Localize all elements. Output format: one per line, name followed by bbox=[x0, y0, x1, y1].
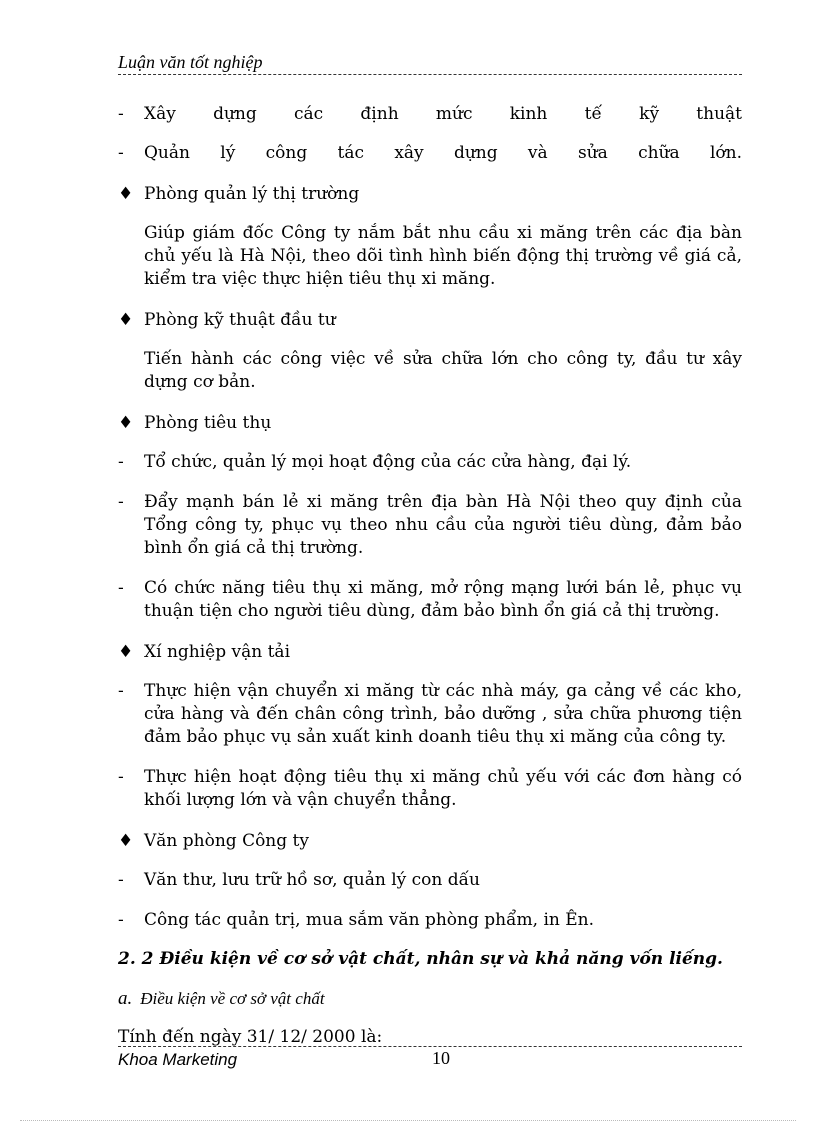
section-title: Phòng tiêu thụ bbox=[144, 413, 272, 433]
diamond-bullet-icon: ♦ bbox=[118, 310, 134, 330]
dash-marker: - bbox=[118, 104, 124, 124]
section-heading bbox=[118, 412, 742, 435]
dash-marker: - bbox=[118, 910, 124, 930]
list-item-text: Tổ chức, quản lý mọi hoạt động của các cửa hàng, đại lý. bbox=[144, 452, 632, 472]
dash-marker: - bbox=[118, 870, 124, 890]
dash-marker: - bbox=[118, 452, 124, 472]
list-item-text: Xây dựng các định mức kinh tế kỹ thuật bbox=[144, 104, 742, 124]
section-heading bbox=[118, 830, 742, 853]
section-heading bbox=[118, 309, 742, 332]
list-item-text: Thực hiện vận chuyển xi măng từ các nhà máy, ga cảng về các kho, cửa hàng và đến chân công trình, bảo dưỡng , sửa chữa phương tiện đảm bảo phục vụ sản xuất kinh doanh tiêu thụ xi măng của công ty. bbox=[144, 681, 742, 747]
list-item bbox=[118, 766, 742, 812]
list-item-text: Quản lý công tác xây dựng và sửa chữa lớn. bbox=[144, 143, 742, 163]
subsection-heading bbox=[118, 987, 742, 1010]
header-rule bbox=[118, 74, 742, 75]
section-heading bbox=[118, 641, 742, 664]
list-item-text: Có chức năng tiêu thụ xi măng, mở rộng mạng lưới bán lẻ, phục vụ thuận tiện cho người tiêu dùng, đảm bảo bình ổn giá cả thị trường. bbox=[144, 578, 742, 621]
dash-marker: - bbox=[118, 681, 124, 701]
list-item-text: Thực hiện hoạt động tiêu thụ xi măng chủ yếu với các đơn hàng có khối lượng lớn và vận chuyển thẳng. bbox=[144, 767, 742, 810]
subsection-title: Điều kiện về cơ sở vật chất bbox=[140, 989, 325, 1008]
list-item bbox=[118, 451, 742, 474]
list-item-text: Công tác quản trị, mua sắm văn phòng phẩm, in Ên. bbox=[144, 910, 595, 930]
diamond-bullet-icon: ♦ bbox=[118, 831, 134, 851]
page-bottom-border bbox=[20, 1120, 796, 1121]
dash-marker: - bbox=[118, 143, 124, 163]
diamond-bullet-icon: ♦ bbox=[118, 184, 134, 204]
body-line: Tính đến ngày 31/ 12/ 2000 là: bbox=[118, 1027, 383, 1047]
list-item bbox=[118, 869, 742, 892]
diamond-bullet-icon: ♦ bbox=[118, 642, 134, 662]
footer-rule bbox=[118, 1046, 742, 1047]
list-item bbox=[118, 142, 742, 165]
dash-marker: - bbox=[118, 492, 124, 512]
section-title: Phòng kỹ thuật đầu tư bbox=[144, 310, 336, 330]
list-item bbox=[118, 491, 742, 560]
list-item bbox=[118, 103, 742, 126]
dash-marker: - bbox=[118, 767, 124, 787]
header-title: Luận văn tốt nghiệp bbox=[118, 52, 263, 72]
page-number: 10 bbox=[432, 1048, 450, 1068]
section-paragraph: Tiến hành các công việc về sửa chữa lớn cho công ty, đầu tư xây dựng cơ bản. bbox=[144, 349, 742, 392]
list-item bbox=[118, 680, 742, 749]
list-item bbox=[118, 909, 742, 932]
list-item bbox=[118, 577, 742, 623]
section-heading bbox=[118, 183, 742, 206]
list-item-text: Văn thư, lưu trữ hồ sơ, quản lý con dấu bbox=[144, 870, 480, 890]
main-content bbox=[118, 103, 742, 1049]
section-heading-2-2: 2. 2 Điều kiện về cơ sở vật chất, nhân sự và khả năng vốn liếng. bbox=[118, 949, 723, 969]
section-title: Phòng quản lý thị trường bbox=[144, 184, 360, 204]
section-title: Xí nghiệp vận tải bbox=[144, 642, 291, 662]
subsection-label: a. bbox=[118, 988, 133, 1009]
list-item-text: Đẩy mạnh bán lẻ xi măng trên địa bàn Hà Nội theo quy định của Tổng công ty, phục vụ theo nhu cầu của người tiêu dùng, đảm bảo bình ổn giá cả thị trường. bbox=[144, 492, 742, 558]
section-paragraph: Giúp giám đốc Công ty nắm bắt nhu cầu xi măng trên các địa bàn chủ yếu là Hà Nội, theo dõi tình hình biến động thị trường về giá cả, kiểm tra việc thực hiện tiêu thụ xi măng. bbox=[144, 223, 742, 289]
diamond-bullet-icon: ♦ bbox=[118, 413, 134, 433]
dash-marker: - bbox=[118, 578, 124, 598]
section-title: Văn phòng Công ty bbox=[144, 831, 309, 851]
footer-department: Khoa Marketing bbox=[118, 1050, 238, 1069]
